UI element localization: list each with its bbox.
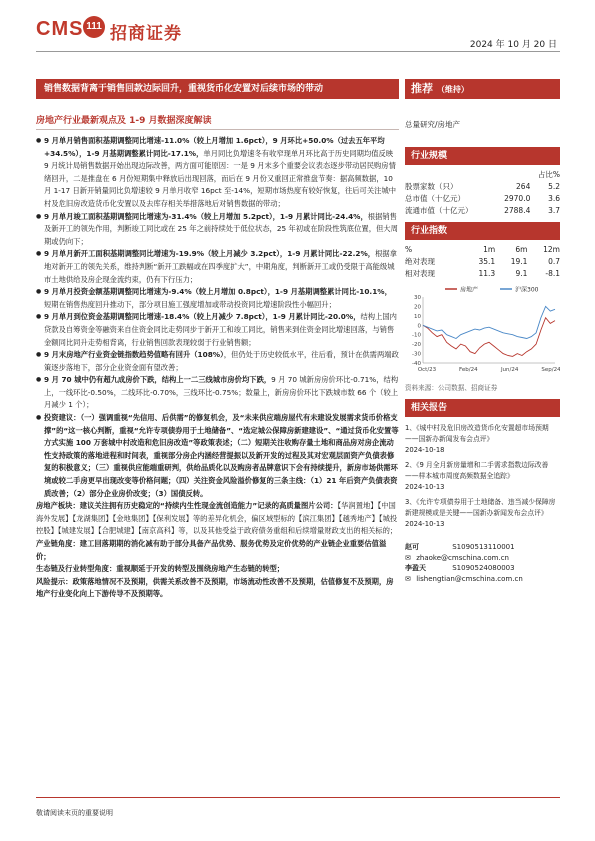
paragraph-text: 9 月 70 城新房房价环比-0.71%，结构上，一线环比-0.50%，二线环比-0.70%，三线环比-0.75%；数量上，新房房价环比下跌城市数 66 个（较上月减少 1 个）； bbox=[44, 375, 399, 410]
body-paragraph bbox=[36, 538, 399, 563]
row-label: 相对表现 bbox=[405, 268, 435, 278]
body-paragraph bbox=[36, 374, 399, 412]
analyst-name: 李盈天 bbox=[405, 564, 426, 572]
body-paragraph bbox=[36, 135, 399, 211]
pct-header: 占比% bbox=[537, 169, 560, 179]
y-tick-label: -30 bbox=[412, 351, 421, 358]
logo-chinese: 招商证券 bbox=[110, 24, 182, 44]
x-tick-label: Oct/23 bbox=[417, 367, 437, 373]
report-date: 2024 年 10 月 20 日 bbox=[469, 40, 557, 50]
table-row bbox=[405, 204, 560, 216]
paragraph-text: 短期在销售热度回升推动下，部分项目施工强度增加或带动投资同比增速阶段性小幅回升； bbox=[44, 299, 336, 309]
paragraph-text: 根据拿地对新开工的领先关系，维持判断“新开工跌幅或在四季度扩大”，中期角度，判断新开工或仍受限于高能级城市土地供给及房企现金流约束，仍有下行压力； bbox=[44, 249, 397, 284]
reports-heading: 相关报告 bbox=[405, 399, 560, 417]
table-row bbox=[405, 255, 560, 267]
cell: 9.1 bbox=[515, 268, 528, 278]
report-date-text: 2024-10-18 bbox=[405, 446, 445, 454]
body-paragraph bbox=[36, 412, 399, 500]
y-tick-label: 10 bbox=[414, 313, 421, 320]
row-label: 绝对表现 bbox=[405, 256, 435, 266]
rating-banner bbox=[405, 79, 560, 99]
y-tick-label: 30 bbox=[414, 295, 421, 301]
y-tick-label: -20 bbox=[412, 342, 421, 349]
paragraph-lead: 生态链及行业转型角度：重视顺延于开发的转型及围绕房地产生态链的转型； bbox=[36, 564, 285, 574]
x-tick-label: Sep/24 bbox=[541, 367, 560, 373]
paragraph-text: 【华润置地】【中国海外发展】【龙湖集团】【金地集团】【保利发展】等的差异化机会，偏区域型标的【滨江集团】【越秀地产】【城投控股】【城建发展】【合肥城建】【南京高科】等，以及其他受益于政府债务重组和后续增量财政支出的相关标的； bbox=[36, 501, 398, 536]
y-tick-label: 20 bbox=[414, 304, 421, 311]
analyst-email-row[interactable] bbox=[405, 553, 560, 564]
chart-svg bbox=[405, 283, 560, 378]
y-tick-label: -40 bbox=[412, 361, 421, 367]
index-section bbox=[405, 222, 560, 279]
subtitle-divider bbox=[36, 129, 399, 130]
x-tick-label: Jun/24 bbox=[500, 367, 519, 373]
bullet-icon: ● bbox=[36, 351, 42, 359]
bullet-icon: ● bbox=[36, 376, 42, 384]
bullet-icon: ● bbox=[36, 137, 42, 144]
body-paragraph bbox=[36, 211, 399, 249]
row-label: 流通市值（十亿元） bbox=[405, 205, 473, 215]
paragraph-lead: 产业链角度：建工回落期期的消化减有助于部分具备产品优势、服务优势及定价优势的产业链企业重要估值溢价； bbox=[36, 539, 387, 561]
footer-divider bbox=[36, 797, 560, 798]
analyst-id: S1090513110001 bbox=[452, 543, 515, 551]
analyst-name: 赵可 bbox=[405, 543, 419, 551]
row-pct: 3.6 bbox=[548, 193, 560, 203]
logo-text: CMS bbox=[36, 18, 84, 40]
row-pct: 5.2 bbox=[548, 181, 560, 191]
header-divider bbox=[36, 51, 560, 52]
analyst-email-row[interactable] bbox=[405, 574, 560, 585]
index-heading: 行业指数 bbox=[405, 222, 560, 240]
series-line bbox=[423, 318, 555, 357]
report-title-text[interactable]: 3、《允许专项债券用于土地储备、违当减少保障房新建规模或是关键——国新办新闻发布会点评》 bbox=[405, 498, 556, 517]
col-header: 6m bbox=[515, 244, 528, 254]
analyst-entry bbox=[405, 542, 560, 553]
report-item[interactable] bbox=[405, 460, 560, 493]
cell: 35.1 bbox=[478, 256, 496, 266]
report-item[interactable] bbox=[405, 497, 560, 530]
price-chart bbox=[405, 283, 560, 392]
table-row bbox=[405, 180, 560, 192]
paragraph-text: 单月同比负增速冬有收窄现单月环比高于历史同期均值反映 9 月统计局销售数据开始出现边际改善，两方面可能原因：一是 9 月末多个重要会议表态逐步带动居民购房情绪回升，二是推盘在 6 月份短期集中释放后出现回落，而后在 9 月份又重回正常推盘节奏：据高频数据，10 月 1-17 日新开销量同比负增速较 9 月单月收窄 16pct 至-14%，短期市场热度有较好恢复，往后可关注城中村及危旧房改造货币化安置以及去库存相关举措落地后对销售数据的带动； bbox=[44, 148, 397, 208]
report-date-text: 2024-10-13 bbox=[405, 483, 445, 491]
chart-source: 资料来源：公司数据、招商证券 bbox=[405, 384, 498, 392]
analyst-id: S1090524080003 bbox=[452, 564, 515, 572]
row-value: 264 bbox=[516, 181, 531, 191]
col-header: % bbox=[405, 244, 413, 254]
industry-scale-table bbox=[405, 168, 560, 216]
category-label: 总量研究/房地产 bbox=[405, 120, 461, 129]
paragraph-text: ，但仍处于历史较低水平，往后看，预计在供需两端政策逐步落地下，部分企业资金面有望改善； bbox=[44, 350, 399, 372]
body-paragraph bbox=[36, 563, 399, 576]
body-paragraph bbox=[36, 500, 399, 538]
rating-main: 推荐 bbox=[411, 82, 433, 95]
report-title-text[interactable]: 1、《城中村及危旧房改造货币化安置超市场预期——国新办新闻发布会点评》 bbox=[405, 424, 549, 443]
paragraph-lead: 投资建议：（一）强调重视“先信用、后供需”的修复机会，及“未来供应端房屋代有未建设发展需求货币价格支撑”的“这一核心判断，重视“允许专项债券用于土地储备”、“选定城公保障房新建建设”、“通过货币化安置等方式实施 100 万套城中村改造和危旧房改造”等政策表述；（二）短期关注收购存量土地和商品房对房企流动性支持政策的落地进程和时间表，重视部分房企内涵经营提振以及新开发的过程及其对宏观层面资产负债表修复的积极意义；（三）重视供应能端重研判，供给品质化以及购房者品牌意识下会有持续提升，新房市场供需环境或较二手房更早出现改变等价格问题；（四）关注资金风险溢价修复的三条主线：（1）21 年后资产负债表资质改善；（2）部分企业房价改变；（3）国债反转。 bbox=[44, 413, 399, 498]
analyst-email[interactable]: lishengtian@cmschina.com.cn bbox=[416, 574, 523, 583]
col-header: 1m bbox=[483, 244, 496, 254]
row-label: 总市值（十亿元） bbox=[405, 193, 465, 203]
table-row bbox=[405, 267, 560, 279]
cell: -8.1 bbox=[545, 268, 560, 278]
analyst-email[interactable]: zhaoke@cmschina.com.cn bbox=[416, 553, 509, 562]
paragraph-lead: 9 月单月到位资金基期调整同比增速-18.4%（较上月减少 7.8pct），1-9 月累计同比-20.0%， bbox=[44, 312, 361, 322]
paragraph-lead: 9 月单月投资金额基期调整同比增速为-9.4%（较上月增加 0.8pct），1-9 月基期调整累计同比-10.1%， bbox=[44, 287, 392, 297]
report-item[interactable] bbox=[405, 423, 560, 456]
analyst-entry bbox=[405, 563, 560, 574]
body-paragraph bbox=[36, 576, 399, 601]
paragraph-text: 根据销售及新开工的领先作用，判断竣工同比或在 25 年之前持续处于低位状态，25 年初或在阶段性筑底位置，但大周期或仍向下； bbox=[44, 211, 398, 246]
col-header: 12m bbox=[543, 244, 560, 254]
row-value: 2788.4 bbox=[504, 205, 531, 215]
body-paragraph bbox=[36, 311, 399, 349]
report-subtitle: 房地产行业最新观点及 1-9 月数据深度解读 bbox=[36, 116, 212, 126]
report-date-text: 2024-10-13 bbox=[405, 520, 445, 528]
paragraph-text: 结构上国内贷款及自筹资金等融资来自住资金同比走势同步于新开工和竣工同比，销售来到住资金同比增速回落，与销售金额同比同升走势相背离，行业销售回款表现较弱于行业销售额； bbox=[44, 312, 397, 347]
y-tick-label: 0 bbox=[417, 323, 421, 330]
index-table bbox=[405, 243, 560, 279]
row-value: 2970.0 bbox=[504, 193, 531, 203]
row-label: 股票家数（只） bbox=[405, 181, 458, 191]
body-paragraph bbox=[36, 349, 399, 374]
y-tick-label: -10 bbox=[412, 332, 421, 339]
paragraph-lead: 9 月末房地产行业资金链指数趋势值略有回升（108%） bbox=[44, 350, 224, 360]
body-paragraph bbox=[36, 286, 399, 311]
cell: 19.1 bbox=[510, 256, 528, 266]
x-tick-label: Feb/24 bbox=[459, 367, 478, 373]
rating-sub: （维持） bbox=[436, 85, 469, 94]
logo-badge-icon: 111 bbox=[83, 16, 105, 38]
cell: 11.3 bbox=[478, 268, 496, 278]
paragraph-lead: 风险提示：政策落地情况不及预期，供需关系改善不及预期，市场流动性改善不及预期，估值修复不及预期，房地产行业变化向上下游传导不及预期等。 bbox=[36, 576, 394, 599]
bullet-icon: ● bbox=[36, 414, 42, 422]
paragraph-lead: 房地产板块：建议关注拥有历史稳定的“持续内生性现金流创造能力”记录的高质量图片公司： bbox=[36, 501, 338, 511]
paragraph-lead: 9 月 70 城中仍有超九成房价下跌，结构上一二三线城市房价均下跌， bbox=[44, 375, 272, 385]
legend-label: 房地产 bbox=[460, 286, 479, 294]
body-text bbox=[36, 135, 399, 601]
email-icon: ✉ bbox=[405, 574, 411, 583]
footer-note: 敬请阅读末页的重要说明 bbox=[36, 809, 113, 817]
legend-label: 沪深300 bbox=[515, 286, 539, 294]
industry-scale-section bbox=[405, 147, 560, 216]
paragraph-lead: 9 月单月销售面积基期调整同比增速-11.0%（较上月增加 1.6pct），9 月环比+50.0%（过去五年平均+34.5%），1-9 月基期调整累计同比-17.1%， bbox=[44, 136, 385, 158]
reports-section bbox=[405, 399, 560, 534]
analysts-section bbox=[405, 542, 560, 584]
email-icon: ✉ bbox=[405, 553, 411, 562]
paragraph-lead: 9 月单月新开工面积基期调整同比增速为-19.9%（较上月减少 3.2pct），1-9 月累计同比-22.2%， bbox=[44, 249, 376, 259]
bullet-icon: ● bbox=[36, 288, 42, 296]
table-row bbox=[405, 192, 560, 204]
series-line bbox=[423, 306, 555, 338]
industry-scale-heading: 行业规模 bbox=[405, 147, 560, 165]
report-title: 销售数据背离于销售回款边际回升，重视货币化安置对后续市场的带动 bbox=[36, 79, 399, 99]
bullet-icon: ● bbox=[36, 212, 42, 220]
bullet-icon: ● bbox=[36, 313, 42, 321]
row-pct: 3.7 bbox=[548, 205, 560, 215]
report-title-text[interactable]: 2、《9 月全月新房量增和二手需求指数边际改善——样本城市周度高频数据全追踪》 bbox=[405, 461, 549, 480]
bullet-icon: ● bbox=[36, 250, 42, 258]
body-paragraph bbox=[36, 248, 399, 286]
paragraph-lead: 9 月单月竣工面积基期调整同比增速为-31.4%（较上月增加 5.2pct），1-9 月累计同比-24.4%， bbox=[44, 211, 368, 221]
cell: 0.7 bbox=[548, 256, 560, 266]
